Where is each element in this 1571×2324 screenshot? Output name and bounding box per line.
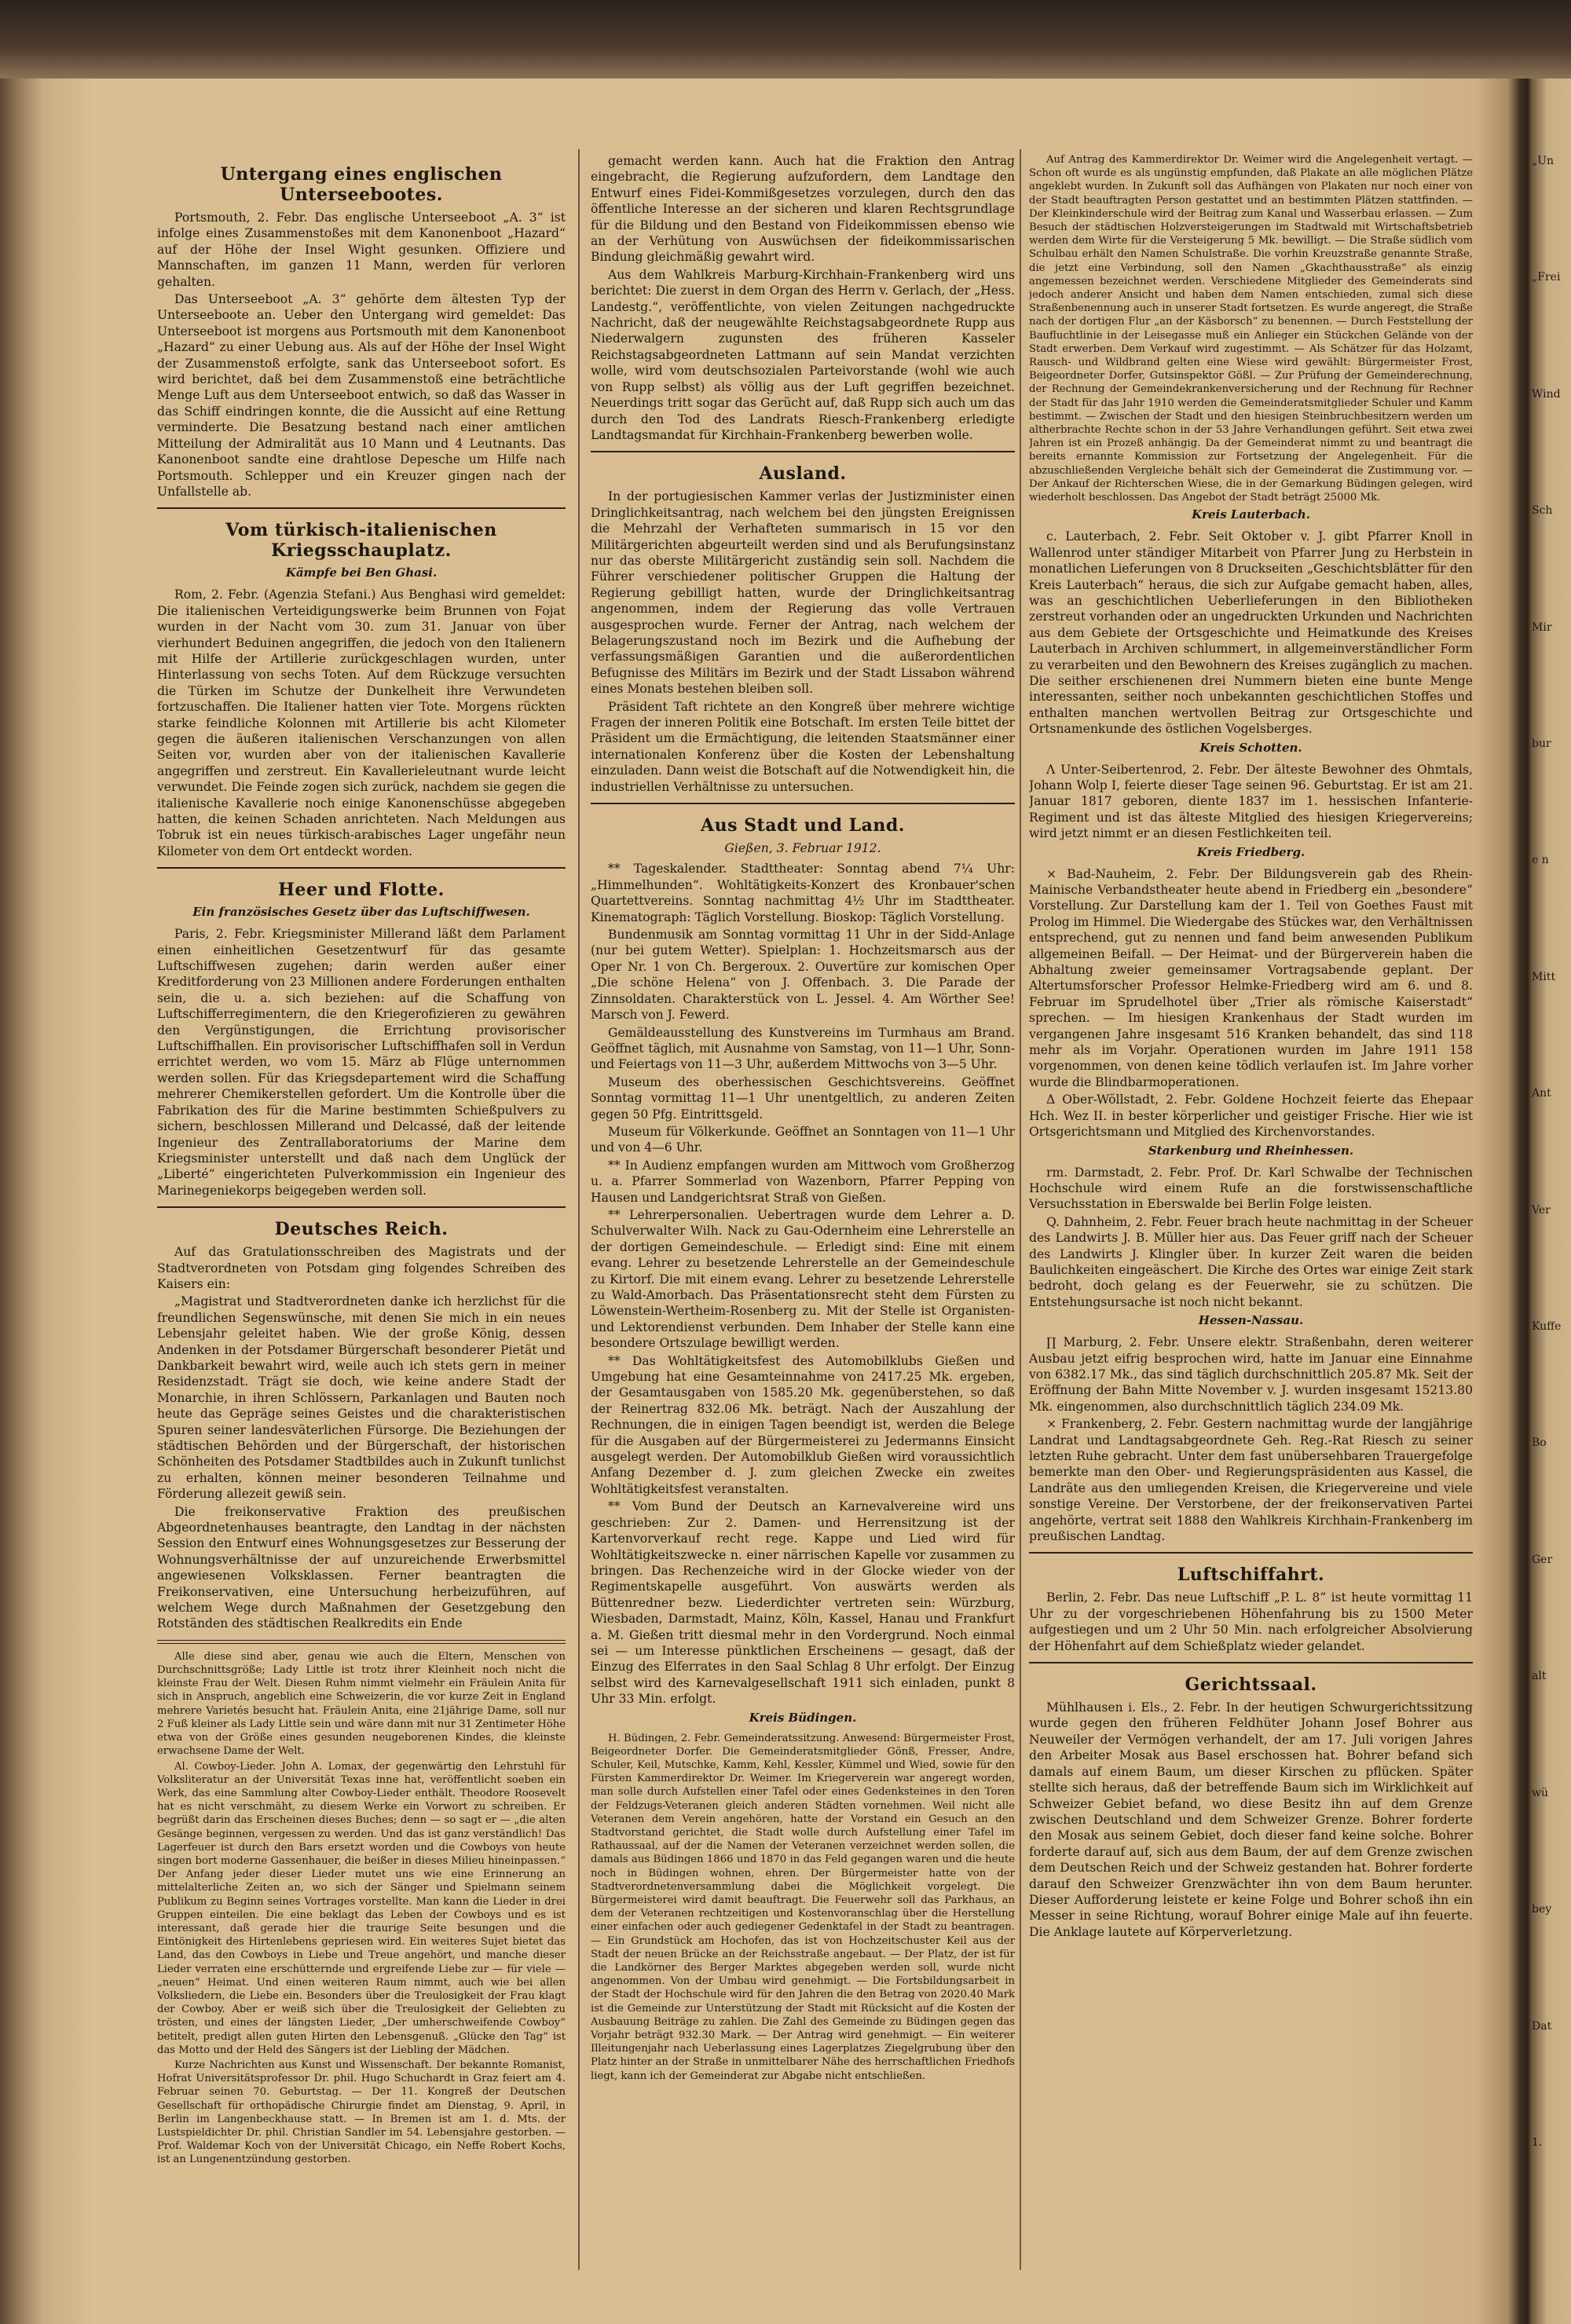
- section-rule: [157, 507, 566, 509]
- fragment-line: Dat: [1532, 2019, 1552, 2033]
- section-rule: [1029, 1552, 1473, 1554]
- column-rule: [1020, 149, 1021, 2270]
- fragment-line: „Frei: [1532, 271, 1561, 284]
- fragment-line: Bo: [1532, 1436, 1547, 1450]
- region-heading: Kreis Lauterbach.: [1192, 507, 1310, 522]
- article-paragraph: rm. Darmstadt, 2. Febr. Prof. Dr. Karl Schwalbe der Technischen Hochschule wird einem Rufe an die forstwissenschaftliche Versuchsstation in Eberswalde bei Berlin Folge leisten.: [1029, 1165, 1473, 1212]
- fragment-line: Kuffe: [1532, 1320, 1562, 1334]
- section-rule: [1029, 1662, 1473, 1663]
- region-heading: Starkenburg und Rheinhessen.: [1148, 1143, 1354, 1158]
- feuilleton-rule: [157, 1640, 566, 1644]
- dateline: Gießen, 3. Februar 1912.: [724, 841, 881, 856]
- region-heading: Kreis Friedberg.: [1196, 844, 1306, 859]
- article-paragraph: Das Unterseeboot „A. 3“ gehörte dem ältesten Typ der Unterseeboote an. Ueber den Untergang wird gemeldet: Das Unterseeboot ist morgens aus Portsmouth mit dem Kanonenboot „Hazard“ zu einer Uebung aus. Als auf der Höhe der Insel Wight der Zusammenstoß erfolgte, sank das Unterseeboot sofort. Es wird berichtet, daß bei dem Zusammenstoß eine beträchtliche Menge Luft aus dem Unterseeboot entwich, so daß das Wasser in das Schiff eindringen konnte, die die Aussicht auf eine Rettung verminderte. Die Besatzung bestand nach einer amtlichen Mitteilung der Admiralität aus 10 Mann und 4 Leutnants. Das Kanonenboot sandte eine drahtlose Depesche um Hilfe nach Portsmouth. Schlepper und ein Kreuzer gingen nach der Unfallstelle ab.: [157, 292, 566, 499]
- article-subheading: Ein französisches Gesetz über das Luftschiffwesen.: [192, 905, 530, 920]
- column-1: [157, 153, 566, 2266]
- article-paragraph: Q. Dahnheim, 2. Febr. Feuer brach heute nachmittag in der Scheuer des Landwirts J. B. Müller hier aus. Das Feuer griff nach der Scheuer des Landwirts J. Klingler über. In kurzer Zeit waren die beiden Baulichkeiten eingeäschert. Die Kirche des Ortes war einige Zeit stark bedroht, doch gelang es der Feuerwehr, sie zu schützen. Die Entstehungsursache ist noch nicht bekannt.: [1029, 1214, 1473, 1309]
- article-paragraph: ** Lehrerpersonalien. Uebertragen wurde dem Lehrer a. D. Schulverwalter Wilh. Nack zu Gau-Odernheim eine Lehrerstelle an der dortigen Gemeindeschule. — Erledigt sind: Eine mit einem evang. Lehrer zu besetzende Lehrerstelle an der Gemeindeschule zu Kirtorf. Die mit einem evang. Lehrer zu besetzende Lehrerstelle zu Wald-Amorbach. Das Präsentationsrecht steht dem Fürsten zu Löwenstein-Wertheim-Rosenberg zu. Mit der Stelle ist Organisten- und Lektorendienst verbunden. Dem Inhaber der Stelle kann eine besondere Ortszulage bewilligt werden.: [591, 1207, 1015, 1351]
- article-paragraph: Portsmouth, 2. Febr. Das englische Unterseeboot „A. 3“ ist infolge eines Zusammenstoßes mit dem Kanonenboot „Hazard“ auf der Höhe der Insel Wight gesunken. Offiziere und Mannschaften, im ganzen 11 Mann, werden für verloren gehalten.: [157, 210, 566, 289]
- fragment-line: alt: [1532, 1670, 1547, 1683]
- section-heading: Aus Stadt und Land.: [701, 815, 905, 836]
- fragment-line: Sch: [1532, 504, 1553, 518]
- article-paragraph: Präsident Taft richtete an den Kongreß über mehrere wichtige Fragen der inneren Politik eine Botschaft. Im ersten Teile bittet der Präsident um die Ermächtigung, die leitenden Staatsmänner einer internationalen Konferenz über die Kosten der Lebenshaltung einzuladen. Dann weist die Botschaft auf die Notwendigkeit hin, die industriellen Verhältnisse zu untersuchen.: [591, 699, 1015, 794]
- budingen-continuation: [1029, 153, 1473, 504]
- article-heading: Untergang eines englischen Unterseebootes.: [220, 164, 503, 205]
- fragment-line: Mitt: [1532, 970, 1556, 983]
- feuilleton-paragraph: Al. Cowboy-Lieder. John A. Lomax, der gegenwärtig den Lehrstuhl für Volksliteratur an der Universität Texas inne hat, veröffentlicht soeben ein Werk, das eine Sammlung alter Cowboy-Lieder enthält. Theodore Roosevelt hat es nicht verschmäht, zu diesem Werke ein Vorwort zu schreiben. Er begrüßt darin das Erscheinen dieses Buches; denn — so sagt er — „die alten Gesänge beginnen, vergessen zu werden. Und das ist ganz verständlich! Das Lagerfeuer ist durch den Bars ersetzt worden und die Cowboys von heute singen bort moderne Gassenhauer, die beißer in dieses Milieu hineinpassen.“ Der Anfang jeder dieser Lieder mutet uns wie eine Erinnerung an mittelalterliche Zeiten an, wo sich der Sänger und Spielmann seinem Publikum zu Beginn seines Vortrages vorstellte. Man kann die Lieder in drei Gruppen einteilen. Die eine beklagt das Leben der Cowboys und es ist interessant, daß gerade hier die traurige Seite besungen und die Eintönigkeit des Hirtenlebens gepriesen wird. Ein weiteres Sujet bietet das Land, das den Cowboys in Liebe und Treue angehört, und manche dieser Lieder verraten eine erschütternde und ergreifende Liebe zur — für viele — „neuen“ Heimat. Und einen weiteren Raum nimmt, auch wie bei allen Volksliedern, die Liebe ein. Besonders über die Treulosigkeit der Frau klagt der Cowboy. Aber er weiß sich über die Treulosigkeit der Geliebten zu trösten, und eines der längsten Lieder, „Der umherschweifende Cowboy“ betitelt, predigt allen guten Hirten den Lebensgenuß. „Glücke den Tag“ ist das Motto und der Held des Sängers ist der Liebling der Mädchen.: [157, 1760, 566, 2056]
- article-heading: Heer und Flotte.: [278, 880, 445, 901]
- article-paragraph: c. Lauterbach, 2. Febr. Seit Oktober v. J. gibt Pfarrer Knoll in Wallenrod unter ständiger Mitarbeit von Pfarrer Jung zu Herbstein in monatlichen Lieferungen von 8 Druckseiten „Geschichtsblätter für den Kreis Lauterbach“ heraus, die sich zur Aufgabe gemacht haben, alles, was an geschichtlichen Ueberlieferungen in den Bibliotheken zerstreut vorhanden oder an ungedruckten Urkunden und Nachrichten aus dem Gebiete der Ortsgeschichte und Heimatkunde des Kreises Lauterbach in Archiven schlummert, in allgemeinverständlicher Form zu verarbeiten und den Bewohnern des Kreises zugänglich zu machen. Die seither erschienenen drei Nummern bieten eine bunte Menge interessanten, seither noch unbekannten geschichtlichen Stoffes und enthalten manchen wertvollen Beitrag zur Ortsgeschichte und Ortsnamenkunde des östlichen Vogelsberges.: [1029, 529, 1473, 737]
- section-rule: [157, 867, 566, 869]
- article-paragraph: Mühlhausen i. Els., 2. Febr. In der heutigen Schwurgerichtssitzung wurde gegen den früheren Feldhüter Johann Josef Bohrer aus Neuweiler der Vermögen verhandelt, der am 17. Juli vorigen Jahres den Arbeiter Mosak aus Basel erschossen hat. Bohrer befand sich damals auf einem Baum, um dieser Kirschen zu pflücken. Später stellte sich heraus, daß der betreffende Baum sich im Wirklichkeit auf Schweizer Gebiet befand, wo diese Besitz ihn auf dem Grenze zwischen Deutschland und dem Schweizer Grenze. Bohrer forderte den Mosak aus seinem Gebiet, doch dieser fand keine solche. Bohrer forderte darauf auf, sich aus dem Baum, der auf dem Grenze zwischen dem Deutschen Reich und der Schweiz gestanden hat. Bohrer forderte darauf den Schweizer Grenzwächter ihn von dem Baum herunter. Dieser Aufforderung leistete er keine Folge und Bohrer schoß ihn ein Messer in seine Richtung, worauf Bohrer einige Male auf ihn feuerte. Die Anklage lautete auf Körperverletzung.: [1029, 1700, 1473, 1939]
- article-paragraph: ** Das Wohltätigkeitsfest des Automobilklubs Gießen und Umgebung hat eine Gesamteinnahme von 2417.25 Mk. ergeben, der Gesamtausgaben von 1585.20 Mk. gegenüberstehen, so daß der Reinertrag 832.06 Mk. beträgt. Nach der Auszahlung der Rechnungen, die in einigen Tagen beendigt ist, werden die Belege für die Ausgaben auf der Bürgermeisterei zu Jedermanns Einsicht ausgelegt werden. Der Automobilklub Gießen wird voraussichtlich Anfang Dezember d. J. zum gleichen Zwecke ein zweites Wohltätigkeitsfest veranstalten.: [591, 1353, 1015, 1496]
- feuilleton: [157, 1650, 566, 2167]
- column-2: [591, 153, 1015, 2266]
- article-paragraph: ** In Audienz empfangen wurden am Mittwoch vom Großherzog u. a. Pfarrer Sommerlad von Wazenborn, Pfarrer Pepping von Hausen und Landgerichtsrat Straß von Gießen.: [591, 1158, 1015, 1205]
- region-heading: Kreis Büdingen.: [749, 1710, 857, 1725]
- article-paragraph: Gemäldeausstellung des Kunstvereins im Turmhaus am Brand. Geöffnet täglich, mit Ausnahme von Samstag, von 11—1 Uhr, Sonn- und Feiertags von 11—3 Uhr, außerdem Mittwochs von 3—5 Uhr.: [591, 1025, 1015, 1072]
- fragment-line: „Un: [1532, 155, 1555, 167]
- article-paragraph: Auf das Gratulationsschreiben des Magistrats und der Stadtverordneten von Potsdam ging folgendes Schreiben des Kaisers ein:: [157, 1245, 566, 1291]
- dark-background-strip: [0, 0, 1571, 79]
- adjacent-page-fragment: [1532, 153, 1569, 2266]
- article-paragraph: „Magistrat und Stadtverordneten danke ich herzlichst für die freundlichen Segenswünsche, mit denen Sie mich in ein neues Lebensjahr geleitet haben. Wie der große König, dessen Andenken in der Potsdamer Bürgerschaft besonderer Pietät und Dankbarkeit bewahrt wird, weile auch ich stets gern in meiner Residenzstadt. Trägt sie doch, wie keine andere Stadt der Monarchie, in ihren Schlössern, Parkanlagen und Bauten noch heute das Gepräge seines Geistes und die charakteristischen Spuren seiner landesväterlichen Fürsorge. Die Beziehungen der städtischen Behörden und der Bürgerschaft, der historischen Schönheiten des Potsdamer Stadtbildes auch in Zukunft tunlichst zu erhalten, können meiner besonderen Teilnahme und Förderung allezeit gewiß sein.: [157, 1294, 566, 1502]
- feuilleton-paragraph: Kurze Nachrichten aus Kunst und Wissenschaft. Der bekannte Romanist, Hofrat Universitätsprofessor Dr. phil. Hugo Schuchardt in Graz feiert am 4. Februar seinen 70. Geburtstag. — Der 11. Kongreß der Deutschen Gesellschaft für orthopädische Chirurgie findet am Dienstag, 9. April, in Berlin im Langenbeckhause statt. — In Bremen ist am 1. d. Mts. der Lustspieldichter Dr. phil. Christian Sandler im 54. Lebensjahre gestorben. — Prof. Waldemar Koch von der Universität Chicago, ein Neffe Robert Kochs, ist an Lungenentzündung gestorben.: [157, 2059, 566, 2166]
- fragment-line: e n: [1532, 854, 1549, 867]
- article-paragraph: Δ Ober-Wöllstadt, 2. Febr. Goldene Hochzeit feierte das Ehepaar Hch. Wez II. in bester körperlicher und geistiger Frische. Hier wie ist Ortsgerichtsmann und Mitglied des Kirchenvorstandes.: [1029, 1092, 1473, 1140]
- article-paragraph: Museum für Völkerkunde. Geöffnet an Sonntagen von 11—1 Uhr und von 4—6 Uhr.: [591, 1124, 1015, 1155]
- article-paragraph: Λ Unter-Seibertenrod, 2. Febr. Der älteste Bewohner des Ohmtals, Johann Wolp I, feierte dieser Tage seinen 96. Geburtstag. Er ist am 21. Januar 1817 geboren, diente 1837 im 1. hessischen Infanterie-Regiment und ist das älteste Mitglied des hiesigen Kriegervereins; wird jetzt nimmt er an diesen Festlichkeiten teil.: [1029, 762, 1473, 841]
- article-paragraph: Die freikonservative Fraktion des preußischen Abgeordnetenhauses beantragte, den Landtag in der nächsten Session den Entwurf eines Wohnungsgesetzes zur Besserung der Wohnungsverhältnisse der auf unzureichende Erwerbsmittel angewiesenen Volksklassen. Ferner beantragten die Freikonservativen, eine Untersuchung herbeizuführen, auf welchem Wege durch Maßnahmen der Gesetzgebung den Rotständen des städtischen Realkredits ein Ende: [157, 1504, 566, 1631]
- article-paragraph: Paris, 2. Febr. Kriegsminister Millerand läßt dem Parlament einen einheitlichen Gesetzentwurf für das gesamte Luftschiffwesen zugehen; darin werden außer einer Kreditforderung von 23 Millionen andere Forderungen enthalten sein, die u. a. sich beziehen: auf die Schaffung von Luftschifferregimentern, die den Kriegerofizieren zu gewähren den Vergünstigungen, die Errichtung provisorischer Luftschiffhallen. Ein provisorischer Luftschiffhafen soll in Verdun errichtet werden, wo vom 15. März ab Flüge unternommen werden sollen. Für das Kriegsdepartement wird die Schaffung mehrerer Chemikerstellen gefordert. Um die Kontrolle über die Fabrikation des für die Marine bestimmten Schießpulvers zu sichern, beschlossen Millerand und Delcassé, daß der leitende Ingenieur des Zentrallaboratoriums der Marine dem Kriegsminister unterstellt und daß nach dem Unglück der „Liberté“ eingerichteten Pulverkommission ein Ingenieur des Marinegeniekorps beigegeben werden soll.: [157, 927, 566, 1198]
- article-paragraph: × Bad-Nauheim, 2. Febr. Der Bildungsverein gab des Rhein-Mainische Verbandstheater heute abend in Friedberg ein „besondere“ Vorstellung. Zur Darstellung kam der 1. Teil von Goethes Faust mit Prolog im Himmel. Die Wiedergabe des Stückes war, den Verhältnissen entsprechend, gut zu nennen und fand beim anwesenden Publikum allgemeinen Beifall. — Der Heimat- und der Bürgerverein haben die Abhaltung zweier gemeinsamer Vortragsabende geplant. Der Altertumsforscher Professor Helmke-Friedberg wird am 6. und 8. Februar im Sprudelhotel über „Trier als römische Kaiserstadt“ sprechen. — Im hiesigen Krankenhaus der Stadt wurden im vergangenen Jahre insgesamt 516 Kranken behandelt, das sind 118 mehr als im Vorjahr. Operationen wurden im Jahre 1911 158 vorgenommen, von denen keine tödlich verlaufen ist. Im Jahre vorher wurde die Blindbarmoperationen.: [1029, 866, 1473, 1089]
- section-heading: Gerichtssaal.: [1185, 1674, 1317, 1696]
- article-paragraph: gemacht werden kann. Auch hat die Fraktion den Antrag eingebracht, die Regierung aufzufordern, dem Landtage den Entwurf eines Fidei-Kommißgesetzes vorzulegen, durch den das öffentliche Interesse an der sicheren und klaren Rechtsgrundlage für die Bildung und den Bestand von Fideikommissen ebenso wie an der Verhütung von Auswüchsen der fideikommissarischen Bindung gleichmäßig gewahrt wird.: [591, 154, 1015, 265]
- fragment-line: Wind: [1532, 387, 1561, 401]
- section-rule: [157, 1206, 566, 1208]
- budingen-report: [591, 1732, 1015, 2083]
- article-heading: Vom türkisch-italienischen Kriegsschauplatz.: [225, 520, 497, 562]
- fragment-line: Ver: [1532, 1203, 1551, 1217]
- article-paragraph: Museum des oberhessischen Geschichtsvereins. Geöffnet Sonntag vormittag 11—1 Uhr unentgeltlich, zu anderen Zeiten gegen 50 Pfg. Eintrittsgeld.: [591, 1074, 1015, 1122]
- fragment-line: wü: [1532, 1786, 1548, 1799]
- fragment-line: bey: [1532, 1903, 1552, 1916]
- fragment-line: bur: [1532, 737, 1551, 751]
- article-paragraph: ** Tageskalender. Stadttheater: Sonntag abend 7¼ Uhr: „Himmelhunden“. Wohltätigkeits-Konzert des Kronbauer'schen Quartettvereins. Sonntag nachmittag 4½ Uhr im Stadttheater. Kinematograph: Täglich Vorstellung. Bioskop: Täglich Vorstellung.: [591, 862, 1015, 924]
- article-paragraph: Aus dem Wahlkreis Marburg-Kirchhain-Frankenberg wird uns berichtet: Die zuerst in dem Organ des Herrn v. Gerlach, der „Hess. Landestg.“, veröffentlichte, von vielen Zeitungen nachgedruckte Nachricht, daß der neugewählte Reichstagsabgeordnete Rupp aus Niederwalgern zugunsten des früheren Kasseler Reichstagsabgeordneten Lattmann auf sein Mandat verzichten wolle, wird vom deutschsozialen Parteivorstande (wohl wie auch von Rupp selbst) als völlig aus der Luft gegriffen bezeichnet. Neuerdings tritt sogar das Gerücht auf, daß Rupp sich auch um das durch den Tod des Landrats Riesch-Frankenberg erledigte Landtagsmandat für Kirchhain-Frankenberg bewerben wolle.: [591, 267, 1015, 442]
- article-paragraph: Rom, 2. Febr. (Agenzia Stefani.) Aus Benghasi wird gemeldet: Die italienischen Verteidigungswerke beim Brunnen von Fojat wurden in der Nacht vom 30. zum 31. Januar von über vierhundert Beduinen angegriffen, die jedoch von den Italienern mit Hilfe der Artillerie zurückgeschlagen wurden, unter Hinterlassung von sechs Toten. Auf dem Rückzuge versuchten die Türken im Schutze der Dunkelheit ihre Verwundeten fortzuschaffen. Die Italiener hatten vier Tote. Morgens rückten starke feindliche Kolonnen mit Artillerie bis acht Kilometer gegen die äußeren italienischen Verschanzungen von allen Seiten vor, wurden aber von der italienischen Kavallerie angegriffen und zerstreut. Ein Kavallerieleutnant wurde leicht verwundet. Die Feinde zogen sich zurück, nachdem sie gegen die italienische Kavallerie noch einige Kanonenschüsse abgegeben hatten, die keinen Schaden anrichteten. Nach Meldungen aus Tobruk ist ein neues türkisch-arabisches Lager ungefähr neun Kilometer von dem Ort entdeckt worden.: [157, 587, 566, 858]
- fragment-line: Mir: [1532, 620, 1552, 634]
- article-paragraph: × Frankenberg, 2. Febr. Gestern nachmittag wurde der langjährige Landrat und Landtagsabgeordnete Geh. Reg.-Rat Riesch zu seiner letzten Ruhe gebracht. Unter dem fast unübersehbaren Trauergefolge bemerkte man den Ober- und Regierungspräsidenten aus Kassel, die Landräte aus den umliegenden Kreisen, die Kriegervereine und viele sonstige Vereine. Der Verstorbene, der der freikonservativen Partei angehörte, vertrat seit 1888 den Wahlkreis Kirchhain-Frankenberg im preußischen Landtag.: [1029, 1417, 1473, 1544]
- region-heading: Kreis Schotten.: [1199, 740, 1302, 755]
- article-heading: Deutsches Reich.: [274, 1219, 449, 1240]
- feuilleton-paragraph: Alle diese sind aber, genau wie auch die Eltern, Menschen von Durchschnittsgröße; Lady Little ist trotz ihrer Kleinheit noch nicht die kleinste Frau der Welt. Diesen Ruhm nimmt vielmehr ein Fräulein Anita für sich in Anspruch, angeblich eine Schweizerin, die vor kurze Zeit in England mehrere Varietés besucht hat. Fräulein Anita, eine 21jährige Dame, soll nur 2 Fuß kleiner als Lady Little sein und wäre dann mit nur 31 Zentimeter Höhe etwa von der Größe eines gesunden neugeborenen Kindes, die kleinste erwachsene Dame der Welt.: [157, 1650, 566, 1758]
- fragment-line: 1.: [1532, 2136, 1543, 2149]
- article-paragraph: Auf Antrag des Kammerdirektor Dr. Weimer wird die Angelegenheit vertagt. — Schon oft wurde es als ungünstig empfunden, daß Plakate an alle möglichen Plätze angeklebt wurden. In Zukunft soll das Aufhängen von Plakaten nur noch einer von der Stadt beauftragten Person gestattet und an bestimmten Plätzen stattfinden. — Der Kleinkinderschule wird der Beitrag zum Kanal und Wasserbau erlassen. — Zum Besuch der städtischen Holzversteigerungen im Stadtwald mit Wirtschaftsbetrieb werden dem Wirte für die Versteigerung 5 Mk. bewilligt. — Die Straße südlich vom Schulbau erhält den Namen Schulstraße. Die vorhin Kreuzstraße genannte Straße, die jetzt eine Verbindung, soll den Namen „Gkachthausstraße“ als einzig angemessen bezeichnet werden. Verschiedene Mitglieder des Gemeinderats sind jedoch anderer Ansicht und haben dem Namen entschieden, zumal sich diese Straßenbenennung auch in unserer Stadt fortsetzen. Es wurde angeregt, die Straße nach der dortigen Flur „an der Käsborsch“ zu benennen. — Durch Feststellung der Baufluchtlinie in der Leisegasse muß ein Anlieger ein Stückchen Gelände von der Stadt erwerben. Dem Verkauf wird zugestimmt. — Als Schätzer für das Holzamt, Rausch- und Wildbrand gelten eine Wiese wird gewählt: Bürgermeister Frost, Beigeordneter Dorfer, Gutsinspektor Gößl. — Zur Prüfung der Gemeinderechnung, der Rechnung der Gemeindekrankenversicherung und der Rechnung für Rechner der Stadt für das Jahr 1910 werden die Gemeinderatsmitglieder Schuler und Kamm bestimmt. — Zwischen der Stadt und den hiesigen Steinbruchbesitzern werden um altherbrachte Rechte schon in der 53 Jahre Verhandlungen geführt. Seit etwa zwei Jahren ist ein Prozeß anhängig. Da der Gemeinderat nimmt zu und beantragt die bereits ernannte Kommission zur Fortsetzung der Angelegenheit. Für die abzuschließenden Vergleiche behält sich der Gemeinderat die Zustimmung vor. — Der Ankauf der Richterschen Wiese, die in der Gemarkung Büdingen gelegen, wird wiederholt beschlossen. Das Angebot der Stadt beträgt 25000 Mk.: [1029, 154, 1473, 504]
- fragment-line: Ger: [1532, 1553, 1553, 1566]
- article-paragraph: In der portugiesischen Kammer verlas der Justizminister einen Dringlichkeitsantrag, nach welchem bei den jüngsten Ereignissen die Mehrzahl der Verhafteten summarisch in 15 vor den Militärgerichten abgeurteilt werden sind und als Berufungsinstanz nur das oberste Militärgericht zuständig sein soll. Nachdem die Führer verschiedener politischer Gruppen die Haltung der Regierung gebilligt hatten, wurde der Dringlichkeitsantrag angenommen, indem der Regierung das volle Vertrauen ausgesprochen wurde. Ferner der Antrag, nach welchem der Belagerungszustand noch im Bezirk und die Aufhebung der verfassungsmäßigen Garantien und die außerordentlichen Befugnisse des Militärs im Bezirk und der Stadt Lissabon während eines Monats bestehen bleiben soll.: [591, 489, 1015, 697]
- section-heading: Luftschiffahrt.: [1177, 1565, 1325, 1586]
- section-rule: [591, 451, 1015, 452]
- region-heading: Hessen-Nassau.: [1198, 1313, 1304, 1328]
- section-heading: Ausland.: [759, 463, 847, 485]
- article-paragraph: ** Vom Bund der Deutsch an Karnevalvereine wird uns geschrieben: Zur 2. Damen- und Herrensitzung ist der Kartenvorverkauf recht rege. Kappe und Lied wird für Wohltätigkeitszwecke n. einer närrischen Kapelle vor zusammen zu bringen. Das Rechenzeiche wird in der Glocke wieder von der Regimentskapelle ausgeführt. Von auswärts werden als Büttenredner bezw. Liederdichter vertreten sein: Würzburg, Wiesbaden, Darmstadt, Mainz, Köln, Kassel, Hanau und Frankfurt a. M. Gießen tritt diesmal mehr in den Vordergrund. Noch einmal sei — um Interesse pünktlichen Erscheinens — gesagt, daß der Einzug des Elferrates in den Saal Schlag 8 Uhr erfolgt. Der Einzug selbst wird des Karnevalgesellschaft 1911 sich einladen, punkt 8 Uhr 33 Min. erfolgt.: [591, 1499, 1015, 1707]
- article-paragraph: H. Büdingen, 2. Febr. Gemeinderatssitzung. Anwesend: Bürgermeister Frost, Beigeordneter Dorfer. Die Gemeinderatsmitglieder Gönß, Fresser, Andre, Schuler, Keil, Mutschke, Kamm, Kehl, Kessler, Kümmel und Wied, sowie für den Fürsten Kammerdirektor Dr. Weimer. Im Kriegerverein war angeregt worden, man solle durch Aufstellen einer Tafel oder eines Gedenksteines in den Toren der Feldzugs-Veteranen gleich anderen Städten vornehmen. Weil nicht alle Veteranen dem Verein angehören, hatte der Vorstand ein Gesuch an den Stadtvorstand gerichtet, die Stadt wolle durch Aufstellung einer Tafel im Rathaussaal, auf der die Namen der Veteranen verzeichnet werden sollen, die damals aus Büdingen 1866 und 1870 in das Feld gegangen waren und die heute noch in Büdingen wohnen, ehren. Der Bürgermeister hatte von der Stadtverordnetenversammlung dabei die Möglichkeit vorgelegt. Die Bürgermeisterei wird damit beauftragt. Die Feuerwehr soll das Parkhaus, an dem der Veteranen rechtzeitigen und Kostenvoranschlag über die Herstellung einer einfachen oder auch gediegener Gedenktafel in der Stadt zu beantragen. — Ein Grundstück am Hochofen, das ist von Hochzeitschuster Keil aus der Stadt der neuen Brücke an der Reichsstraße angebaut. — Der Platz, der ist für die Landkörner des Berger Marktes abgegeben werden soll, wurde nicht angenommen. Von der Umbau wird genehmigt. — Die Fortsbildungsarbeit in der Stadt der Hochschule wird für den Jahren die den Betrag von 2020.40 Mark ist die Gemeinde zur Unterstützung der Stadt mit Rücksicht auf die Kosten der Ausbauung Beiträge zu zahlen. Die Zahl des Gemeinde zu Büdingen gegen das Vorjahr beträgt 932.30 Mark. — Der Antrag wird genehmigt. — Ein weiterer Illeitungenjahr nach Ueberlassung eines Lagerplatzes Ziegelgrubung über den Platz hinter an der Straße in unmittelbarer Nähe des herrschaftlichen Friedhofs liegt, kann ich der Gemeinderat zur Abgabe nicht entschließen.: [591, 1732, 1015, 2082]
- article-paragraph: Bundenmusik am Sonntag vormittag 11 Uhr in der Sidd-Anlage (nur bei gutem Wetter). Spielplan: 1. Hochzeitsmarsch aus der Oper Nr. 1 von Ch. Bergeroux. 2. Ouvertüre zur komischen Oper „Die schöne Helena“ von J. Offenbach. 3. Die Parade der Zinnsoldaten. Charakterstück von L. Jessel. 4. Am Wörther See! Marsch von J. Fewerd.: [591, 928, 1015, 1023]
- section-rule: [591, 803, 1015, 804]
- fragment-line: Ant: [1532, 1087, 1551, 1100]
- article-subheading: Kämpfe bei Ben Ghasi.: [285, 565, 438, 580]
- article-paragraph: Berlin, 2. Febr. Das neue Luftschiff „P. L. 8“ ist heute vormittag 11 Uhr zu der vorgeschriebenen Höhenfahrung bis zu 1500 Meter aufgestiegen und um 2 Uhr 50 Min. nach erfolgreicher Absolvierung der Höhenfahrt auf dem Schießplatz wieder gelandet.: [1029, 1590, 1473, 1653]
- column-rule: [578, 149, 580, 2270]
- column-3: [1029, 153, 1473, 2266]
- article-paragraph: ∏ Marburg, 2. Febr. Unsere elektr. Straßenbahn, deren weiterer Ausbau jetzt eifrig besprochen wird, hatte im Januar eine Einnahme von 6382.17 Mk., das sind täglich durchschnittlich 205.87 Mk. Seit der Eröffnung der Bahn Mitte November v. J. wurden insgesamt 15213.80 Mk. eingenommen, also durchschnittlich täglich 234.09 Mk.: [1029, 1335, 1473, 1414]
